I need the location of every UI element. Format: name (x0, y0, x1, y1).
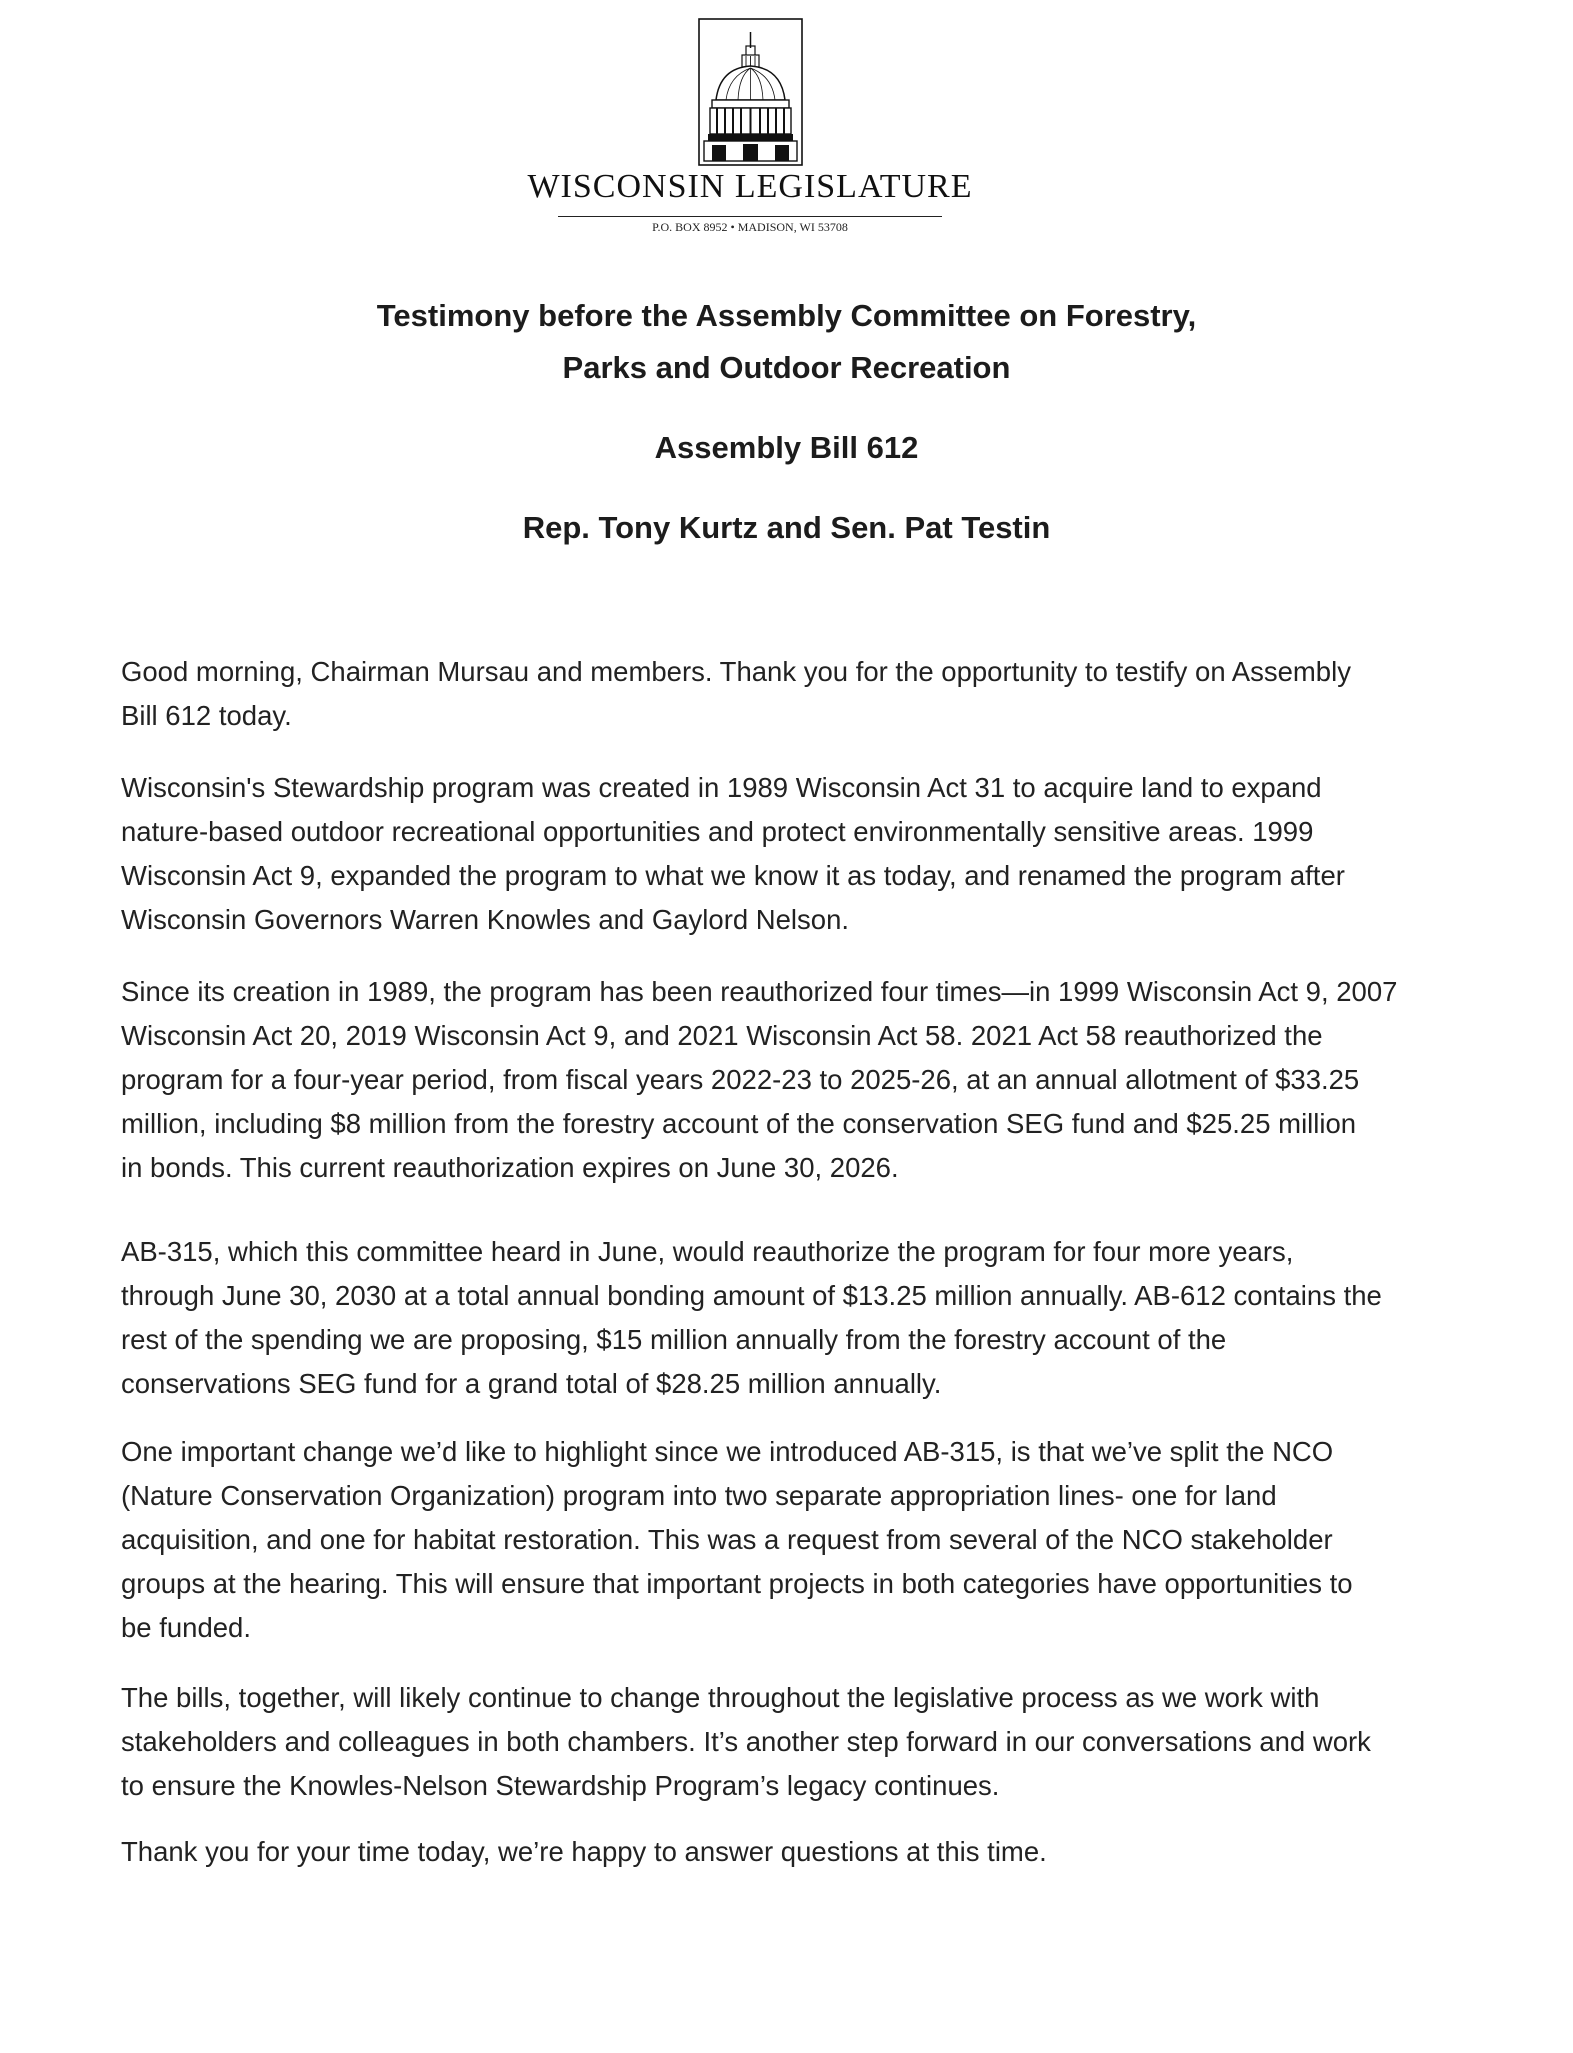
title-line-1: Testimony before the Assembly Committee on Forestry, (376, 298, 1197, 333)
paragraph-line: be funded. (121, 1612, 251, 1643)
letterhead (520, 18, 980, 238)
paragraph-line: to ensure the Knowles-Nelson Stewardship Program’s legacy continues. (121, 1770, 1000, 1801)
title-line-2: Parks and Outdoor Recreation (562, 350, 1011, 385)
organization-name: WISCONSIN LEGISLATURE (527, 168, 973, 205)
paragraph-line: Thank you for your time today, we’re happy to answer questions at this time. (121, 1836, 1047, 1867)
paragraph-line: Wisconsin's Stewardship program was created in 1989 Wisconsin Act 31 to acquire land to expand (121, 772, 1322, 803)
paragraph-line: through June 30, 2030 at a total annual bonding amount of $13.25 million annually. AB-612 contains the (121, 1280, 1382, 1311)
paragraph-line: Wisconsin Governors Warren Knowles and Gaylord Nelson. (121, 904, 850, 935)
paragraph-greeting (121, 650, 1481, 738)
paragraph-line: Wisconsin Act 20, 2019 Wisconsin Act 9, and 2021 Wisconsin Act 58. 2021 Act 58 reauthorized the (121, 1020, 1323, 1051)
paragraph-reauthorizations (121, 970, 1481, 1190)
capitol-dome-icon (698, 18, 803, 166)
bill-number: Assembly Bill 612 (654, 430, 919, 465)
paragraph-line: Wisconsin Act 9, expanded the program to what we know it as today, and renamed the program after (121, 860, 1345, 891)
paragraph-line: One important change we’d like to highlight since we introduced AB-315, is that we’ve split the NCO (121, 1436, 1334, 1467)
sponsors: Rep. Tony Kurtz and Sen. Pat Testin (522, 510, 1051, 545)
paragraph-line: groups at the hearing. This will ensure that important projects in both categories have opportunities to (121, 1568, 1353, 1599)
paragraph-line: Since its creation in 1989, the program has been reauthorized four times—in 1999 Wisconsin Act 9, 2007 (121, 976, 1398, 1007)
paragraph-closing (121, 1830, 1481, 1874)
paragraph-line: program for a four-year period, from fiscal years 2022-23 to 2025-26, at an annual allotment of $33.25 (121, 1064, 1360, 1095)
paragraph-line: Bill 612 today. (121, 700, 292, 731)
paragraph-line: rest of the spending we are proposing, $15 million annually from the forestry account of the (121, 1324, 1227, 1355)
paragraph-line: (Nature Conservation Organization) program into two separate appropriation lines- one for land (121, 1480, 1277, 1511)
paragraph-program-history (121, 766, 1481, 942)
letterhead-divider (558, 216, 942, 217)
paragraph-line: AB-315, which this committee heard in June, would reauthorize the program for four more years, (121, 1236, 1294, 1267)
paragraph-legislative-process (121, 1676, 1481, 1808)
paragraph-line: conservations SEG fund for a grand total of $28.25 million annually. (121, 1368, 942, 1399)
paragraph-line: acquisition, and one for habitat restoration. This was a request from several of the NCO stakeholder (121, 1524, 1333, 1555)
paragraph-line: Good morning, Chairman Mursau and members. Thank you for the opportunity to testify on Assembly (121, 656, 1351, 687)
paragraph-line: million, including $8 million from the forestry account of the conservation SEG fund and $25.25 million (121, 1108, 1357, 1139)
paragraph-line: stakeholders and colleagues in both chambers. It’s another step forward in our conversations and work (121, 1726, 1371, 1757)
paragraph-line: The bills, together, will likely continue to change throughout the legislative process as we work with (121, 1682, 1320, 1713)
organization-address: P.O. BOX 8952 • MADISON, WI 53708 (652, 220, 848, 234)
paragraph-line: in bonds. This current reauthorization expires on June 30, 2026. (121, 1152, 899, 1183)
paragraph-ab315 (121, 1230, 1481, 1406)
paragraph-line: nature-based outdoor recreational opportunities and protect environmentally sensitive areas. 1999 (121, 816, 1314, 847)
paragraph-nco-change (121, 1430, 1481, 1650)
